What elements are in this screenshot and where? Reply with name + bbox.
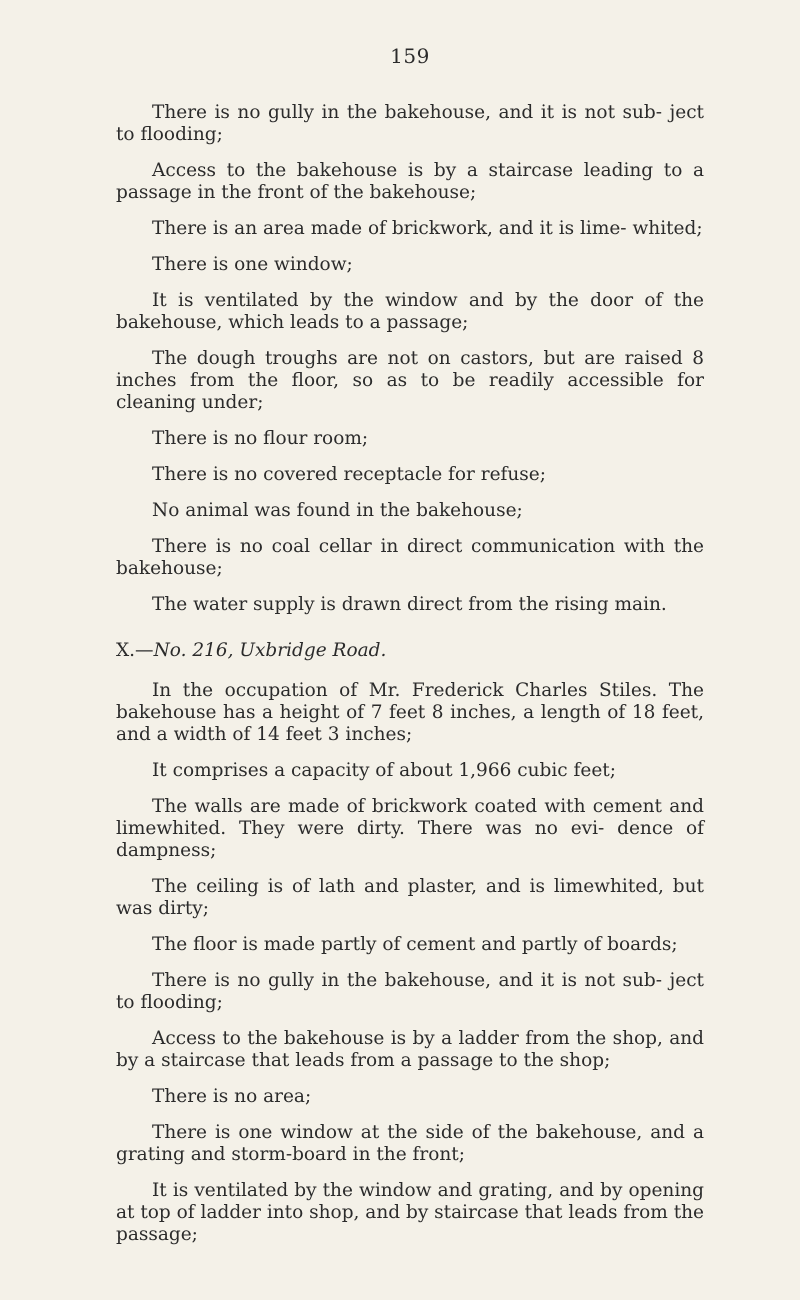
paragraph: The dough troughs are not on castors, but are raised 8 inches from the floor, so as to be readily accessible for cleaning under; <box>116 348 704 413</box>
section-x <box>116 680 704 1246</box>
paragraph: There is no area; <box>152 1086 312 1107</box>
paragraph: There is no gully in the bakehouse, and it is not sub- ject to flooding; <box>116 102 704 145</box>
paragraph: No animal was found in the bakehouse; <box>152 500 523 521</box>
paragraph: The walls are made of brickwork coated with cement and limewhited. They were dirty. There was no evi- dence of dampness; <box>116 796 704 861</box>
paragraph: It comprises a capacity of about 1,966 cubic feet; <box>152 760 616 781</box>
paragraph: The ceiling is of lath and plaster, and is limewhited, but was dirty; <box>116 876 704 919</box>
paragraph: There is an area made of brickwork, and it is lime- whited; <box>152 218 703 239</box>
section-heading-address: No. 216, Uxbridge Road. <box>153 640 387 661</box>
section-heading <box>116 640 704 662</box>
paragraph: There is one window at the side of the bakehouse, and a grating and storm-board in the front; <box>116 1122 704 1165</box>
paragraph: Access to the bakehouse is by a ladder from the shop, and by a staircase that leads from a passage to the shop; <box>116 1028 704 1071</box>
paragraph: There is no coal cellar in direct communication with the bakehouse; <box>116 536 704 579</box>
paragraph: Access to the bakehouse is by a staircase leading to a passage in the front of the bakehouse; <box>116 160 704 203</box>
paragraph: There is no covered receptacle for refuse; <box>152 464 546 485</box>
paragraph: There is no gully in the bakehouse, and it is not sub- ject to flooding; <box>116 970 704 1013</box>
page-number: 159 <box>390 44 430 68</box>
section-heading-prefix: X.— <box>116 640 154 661</box>
paragraph: There is no flour room; <box>152 428 369 449</box>
paragraph: It is ventilated by the window and grating, and by opening at top of ladder into shop, and by staircase that leads from the passage; <box>116 1180 704 1245</box>
paragraph: In the occupation of Mr. Frederick Charles Stiles. The bakehouse has a height of 7 feet 8 inches, a length of 18 feet, and a width of 14 feet 3 inches; <box>116 680 704 745</box>
section-continuation <box>116 102 704 616</box>
paragraph: The floor is made partly of cement and partly of boards; <box>152 934 678 955</box>
paragraph: It is ventilated by the window and by the door of the bakehouse, which leads to a passage; <box>116 290 704 333</box>
paragraph: There is one window; <box>152 254 353 275</box>
paragraph: The water supply is drawn direct from the rising main. <box>152 594 667 615</box>
